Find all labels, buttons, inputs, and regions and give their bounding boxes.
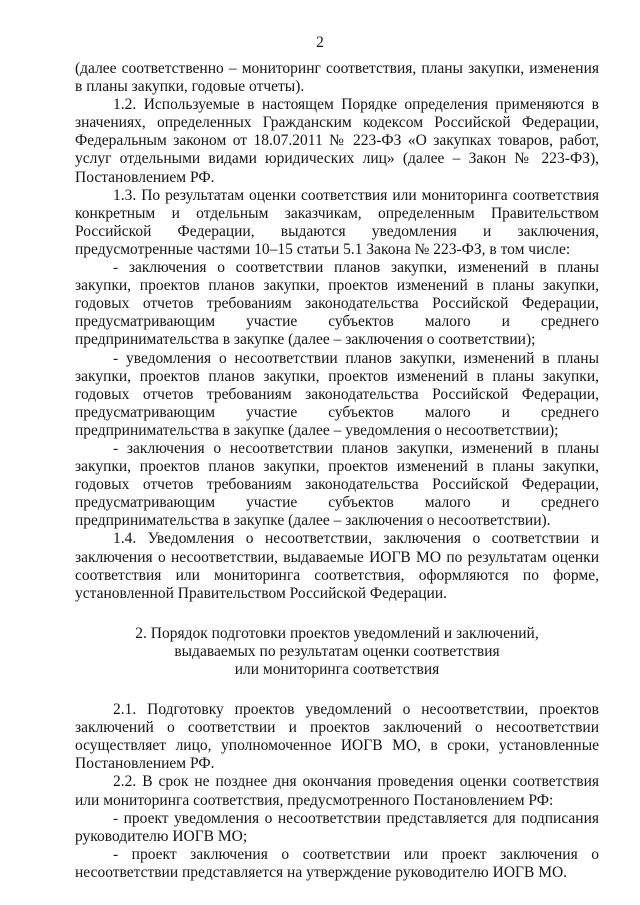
list-item-draft-notice: - проект уведомления о несоответствии представляется для подписания руководителю ИОГВ МО; bbox=[75, 809, 599, 845]
section-heading bbox=[75, 625, 599, 679]
paragraph-2-1: 2.1. Подготовку проектов уведомлений о несоответствии, проектов заключений о соответствии и проектов заключений о несоответствии осуществляет лицо, уполномоченное ИОГВ МО, в сроки, установленные Постановлением РФ. bbox=[75, 701, 599, 773]
section-heading-line: или мониторинга соответствия bbox=[234, 661, 440, 678]
paragraph-1-3: 1.3. По результатам оценки соответствия или мониторинга соответствия конкретным и отдельным заказчикам, определенным Правительством Российской Федерации, выдаются уведомления и заключения, предусмотренные частями 10–15 статьи 5.1 Закона № 223-ФЗ, в том числе: bbox=[75, 186, 599, 258]
page-number: 2 bbox=[316, 34, 324, 51]
list-item-conclusions-noncompliance: - заключения о несоответствии планов закупки, изменений в планы закупки, проектов планов закупки, проектов изменений в планы закупки, годовых отчетов требованиям законодательства Российской Федерации, предусматривающим участие субъектов малого и среднего предпринимательства в закупке (далее – заключения о несоответствии). bbox=[75, 439, 599, 530]
list-item-notices-noncompliance: - уведомления о несоответствии планов закупки, изменений в планы закупки, проектов планов закупки, проектов изменений в планы закупки, годовых отчетов требованиям законодательства Российской Федерации, предусматривающим участие субъектов малого и среднего предпринимательства в закупке (далее – уведомления о несоответствии); bbox=[75, 349, 599, 439]
list-item-conclusions-compliance: - заключения о соответствии планов закупки, изменений в планы закупки, проектов планов закупки, проектов изменений в планы закупки, годовых отчетов требованиям законодательства Российской Федерации, предусматривающим участие субъектов малого и среднего предпринимательства в закупке (далее – заключения о соответствии); bbox=[75, 259, 599, 349]
section-heading-line: 2. Порядок подготовки проектов уведомлений и заключений, bbox=[135, 624, 539, 642]
paragraph-continuation: (далее соответственно – мониторинг соответствия, планы закупки, изменения в планы закупки, годовые отчеты). bbox=[75, 60, 599, 96]
document-body bbox=[75, 60, 599, 882]
paragraph-1-2: 1.2. Используемые в настоящем Порядке определения применяются в значениях, определенных Гражданским кодексом Российской Федерации, Федеральным законом от 18.07.2011 № 223-ФЗ «О закупках товаров, работ, услуг отдельными видами юридических лиц» (далее – Закон № 223-ФЗ), Постановлением РФ. bbox=[75, 96, 599, 186]
paragraph-2-2: 2.2. В срок не позднее дня окончания проведения оценки соответствия или мониторинга соответствия, предусмотренного Постановлением РФ: bbox=[75, 773, 599, 809]
section-heading-line: выдаваемых по результатам оценки соответствия bbox=[174, 642, 500, 660]
list-item-draft-conclusion: - проект заключения о соответствии или проект заключения о несоответствии представляется на утверждение руководителю ИОГВ МО. bbox=[75, 845, 599, 881]
paragraph-1-4: 1.4. Уведомления о несоответствии, заключения о соответствии и заключения о несоответствии, выдаваемые ИОГВ МО по результатам оценки соответствия или мониторинга соответствия, оформляются по форме, установленной Правительством Российской Федерации. bbox=[75, 530, 599, 602]
